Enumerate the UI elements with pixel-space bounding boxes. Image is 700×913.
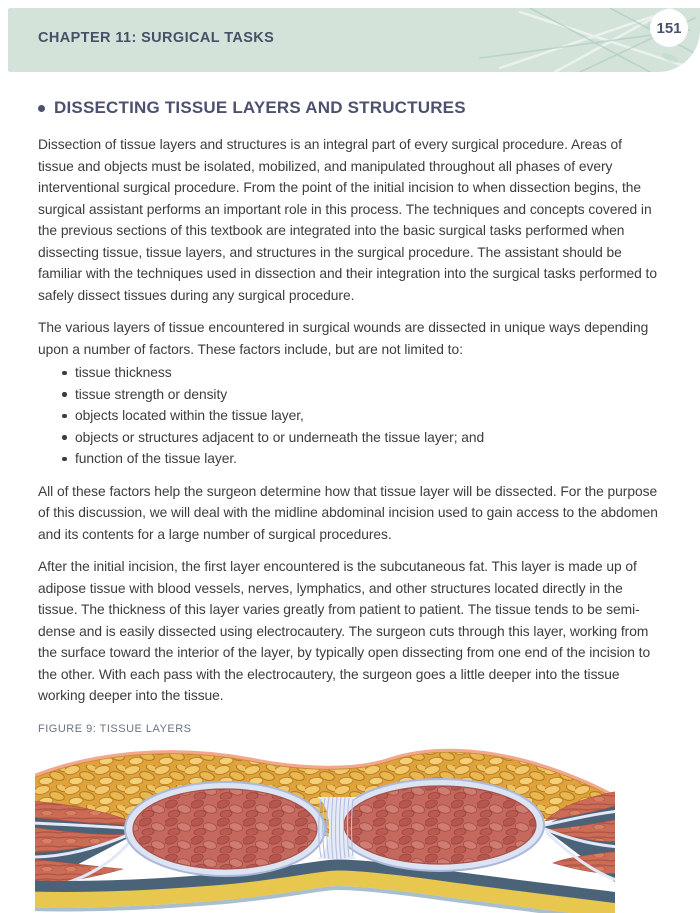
- list-item: objects located within the tissue layer,: [62, 405, 660, 427]
- list-item: objects or structures adjacent to or underneath the tissue layer; and: [62, 427, 660, 449]
- chapter-title: CHAPTER 11: SURGICAL TASKS: [38, 30, 275, 46]
- section-heading-text: DISSECTING TISSUE LAYERS AND STRUCTURES: [54, 98, 466, 117]
- tissue-layers-figure: [35, 745, 615, 913]
- paragraph-dissection-intro: Dissection of tissue layers and structures is an integral part of every surgical procedure. Areas of tissue and objects must be isolated, mobilized, and manipulated throughout all phases of every interventional surgical procedure. From the point of the initial incision to when dissection begins, the surgical assistant performs an important role in this process. The techniques and concepts covered in the previous sections of this textbook are integrated into the basic surgical tasks performed when dissecting tissue, tissue layers, and structures in the surgical procedure. The assistant should be familiar with the techniques used in dissection and their integration into the surgical tasks performed to safely dissect tissues during any surgical procedure.: [38, 137, 657, 303]
- heading-bullet-icon: [38, 105, 45, 112]
- list-item: function of the tissue layer.: [62, 448, 660, 470]
- paragraph-factors-intro: The various layers of tissue encountered in surgical wounds are dissected in unique ways depending upon a number of factors. These factors include, but are not limited to:: [38, 320, 649, 357]
- page-content: [38, 72, 660, 735]
- list-item: tissue thickness: [62, 362, 660, 384]
- figure-caption: FIGURE 9: TISSUE LAYERS: [38, 722, 192, 735]
- paragraph-surgeon-factors: All of these factors help the surgeon determine how that tissue layer will be dissected. For the purpose of this discussion, we will deal with the midline abdominal incision used to gain access to the abdomen and its contents for a large number of surgical procedures.: [38, 483, 658, 542]
- page-number-badge: 151: [650, 9, 688, 47]
- factors-list: [38, 362, 660, 470]
- paragraph-subcutaneous-fat: After the initial incision, the first layer encountered is the subcutaneous fat. This layer is made up of adipose tissue with blood vessels, nerves, lymphatics, and other structures located directly in the tissue. The thickness of this layer varies greatly from patient to patient. The tissue tends to be semi-dense and is easily dissected using electrocautery. The surgeon cuts through this layer, working from the surface toward the interior of the layer, by typically open dissecting from one end of the incision to the other. With each pass with the electrocautery, the surgeon goes a little deeper into the tissue working deeper into the tissue.: [38, 559, 651, 703]
- chapter-header-banner: [8, 8, 700, 72]
- section-heading: [38, 98, 660, 118]
- list-item: tissue strength or density: [62, 384, 660, 406]
